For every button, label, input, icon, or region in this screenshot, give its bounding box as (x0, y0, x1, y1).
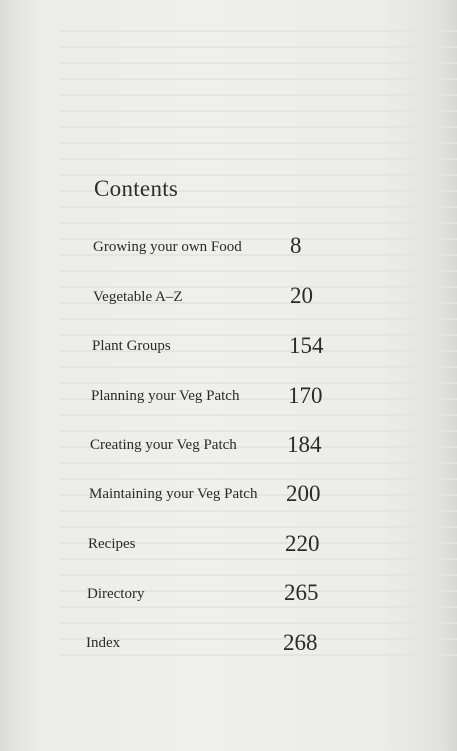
toc-entry (0, 233, 457, 267)
toc-entry-label: Plant Groups (92, 338, 171, 354)
toc-entry (0, 432, 457, 466)
toc-entry-page: 265 (284, 580, 319, 605)
toc-entry-label: Creating your Veg Patch (90, 437, 237, 453)
toc-entry-page: 184 (287, 432, 322, 457)
toc-entry (0, 283, 457, 317)
show-through-text (60, 30, 457, 730)
toc-entry-page: 200 (286, 481, 321, 506)
toc-entry-page: 20 (290, 283, 313, 308)
toc-entry (0, 481, 457, 515)
toc-entry-label: Recipes (88, 536, 136, 552)
toc-entry (0, 580, 457, 614)
toc-entry (0, 531, 457, 565)
toc-entry-label: Index (86, 635, 121, 651)
toc-entry-page: 8 (290, 233, 302, 258)
toc-entry-label: Growing your own Food (93, 239, 242, 255)
toc-entry (0, 383, 457, 417)
toc-entry-label: Planning your Veg Patch (91, 388, 240, 404)
toc-entry-page: 268 (283, 630, 318, 655)
toc-entry (0, 333, 457, 367)
toc-entry-page: 170 (288, 383, 323, 408)
toc-entry (0, 630, 457, 664)
toc-entry-label: Vegetable A–Z (93, 289, 183, 305)
toc-entry-page: 154 (289, 333, 324, 358)
page-title: Contents (94, 176, 179, 201)
toc-entry-page: 220 (285, 531, 320, 556)
toc-entry-label: Directory (87, 586, 145, 602)
toc-entry-label: Maintaining your Veg Patch (89, 486, 258, 502)
